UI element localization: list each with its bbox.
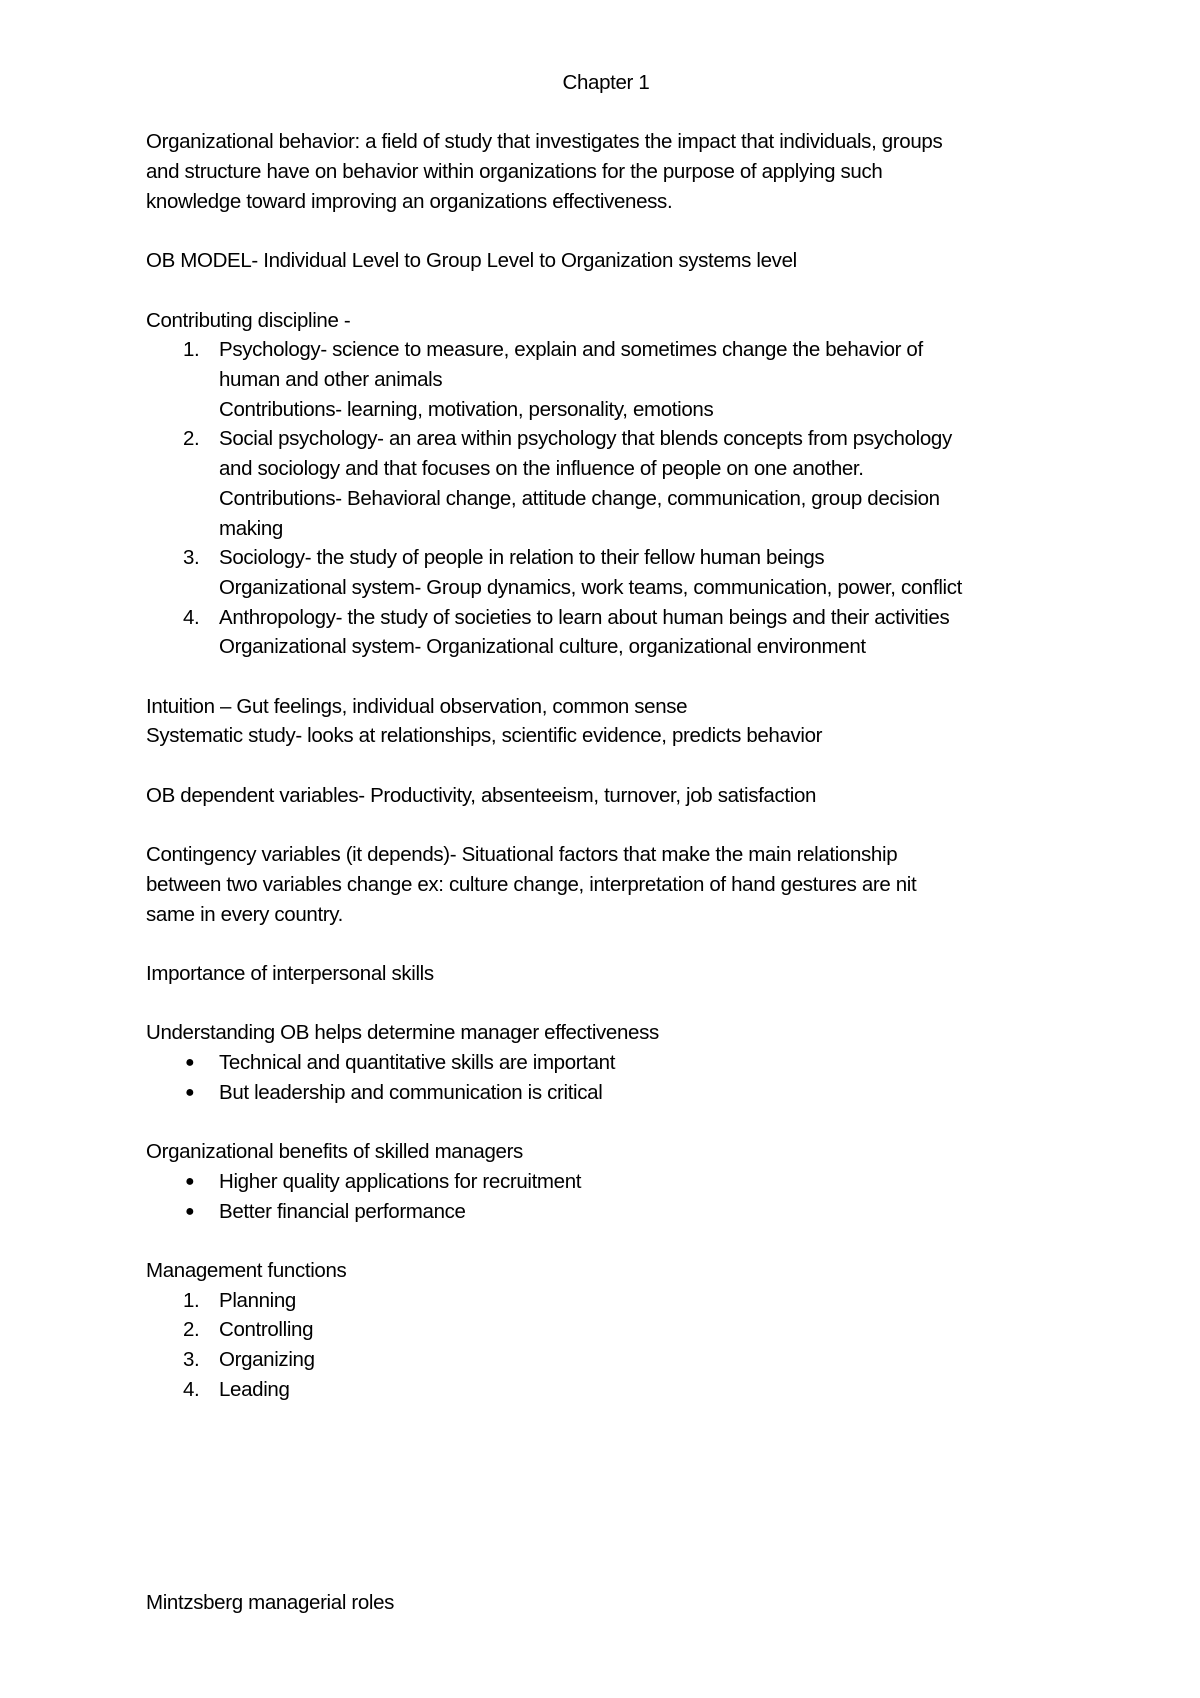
list-item — [146, 424, 1086, 543]
list-line: Planning — [219, 1288, 296, 1312]
contingency-line: same in every country. — [146, 902, 343, 926]
list-item — [146, 1167, 1086, 1197]
contributing-heading: Contributing discipline - — [146, 308, 351, 332]
list-number: 4. — [183, 605, 200, 629]
list-line: Contributions- Behavioral change, attitude change, communication, group decision — [219, 486, 940, 510]
list-line: Controlling — [219, 1318, 314, 1342]
definition-line: knowledge toward improving an organizations effectiveness. — [146, 189, 673, 213]
list-line: Social psychology- an area within psychology that blends concepts from psychology — [219, 427, 952, 451]
list-number: 1. — [183, 338, 200, 362]
page-title: Chapter 1 — [562, 71, 650, 94]
list-line: Organizational system- Group dynamics, work teams, communication, power, conflict — [219, 575, 962, 599]
list-line: Leading — [219, 1377, 290, 1401]
functions-heading: Management functions — [146, 1258, 347, 1282]
interpersonal-heading: Importance of interpersonal skills — [146, 961, 434, 985]
list-line: Higher quality applications for recruitment — [219, 1169, 582, 1193]
list-line: human and other animals — [219, 367, 443, 391]
functions-list — [146, 1286, 1086, 1405]
list-line: Psychology- science to measure, explain and sometimes change the behavior of — [219, 338, 923, 362]
list-item — [146, 603, 1086, 662]
list-line: making — [219, 516, 283, 540]
definition-line: Organizational behavior: a field of study that investigates the impact that individuals, groups — [146, 130, 943, 154]
list-item — [146, 543, 1086, 602]
ob-model: OB MODEL- Individual Level to Group Level to Organization systems level — [146, 249, 797, 273]
list-line: Organizational system- Organizational culture, organizational environment — [219, 635, 866, 659]
list-number: 2. — [183, 1318, 200, 1342]
definition-line: and structure have on behavior within organizations for the purpose of applying such — [146, 160, 883, 184]
list-item — [146, 335, 1086, 424]
bullet-icon: ● — [185, 1202, 195, 1220]
systematic-study-line: Systematic study- looks at relationships, scientific evidence, predicts behavior — [146, 724, 823, 748]
list-line: Organizing — [219, 1348, 315, 1372]
list-line: Contributions- learning, motivation, personality, emotions — [219, 397, 714, 421]
intuition-line: Intuition – Gut feelings, individual observation, common sense — [146, 694, 688, 718]
bullet-icon: ● — [185, 1172, 195, 1190]
list-item — [146, 1197, 1086, 1227]
benefits-heading: Organizational benefits of skilled managers — [146, 1140, 523, 1164]
list-item — [146, 1048, 1086, 1078]
contingency-line: Contingency variables (it depends)- Situational factors that make the main relationship — [146, 843, 898, 867]
list-line: and sociology and that focuses on the influence of people on one another. — [219, 457, 864, 481]
list-line: Anthropology- the study of societies to learn about human beings and their activities — [219, 605, 950, 629]
bullet-icon: ● — [185, 1054, 195, 1072]
mintzberg-roles-heading: Mintzsberg managerial roles — [146, 1591, 395, 1614]
list-line: Technical and quantitative skills are important — [219, 1051, 616, 1075]
disciplines-list — [146, 335, 1086, 662]
list-number: 1. — [183, 1288, 200, 1312]
list-item — [146, 1286, 1086, 1316]
understanding-heading: Understanding OB helps determine manager effectiveness — [146, 1021, 659, 1045]
contingency-line: between two variables change ex: culture change, interpretation of hand gestures are nit — [146, 872, 917, 896]
list-line: Sociology- the study of people in relation to their fellow human beings — [219, 546, 825, 570]
dependent-variables-line: OB dependent variables- Productivity, absenteeism, turnover, job satisfaction — [146, 783, 817, 807]
benefits-bullets — [146, 1167, 1086, 1226]
list-item — [146, 1315, 1086, 1345]
list-line: Better financial performance — [219, 1199, 466, 1223]
contingency-variables — [146, 840, 1086, 929]
ob-definition — [146, 127, 1086, 216]
list-number: 4. — [183, 1377, 200, 1401]
understanding-bullets — [146, 1048, 1086, 1107]
list-item — [146, 1375, 1086, 1405]
list-item — [146, 1345, 1086, 1375]
list-number: 3. — [183, 1348, 200, 1372]
document-body — [146, 68, 1086, 1404]
list-number: 3. — [183, 546, 200, 570]
list-number: 2. — [183, 427, 200, 451]
bullet-icon: ● — [185, 1083, 195, 1101]
list-item — [146, 1078, 1086, 1108]
list-line: But leadership and communication is critical — [219, 1080, 603, 1104]
